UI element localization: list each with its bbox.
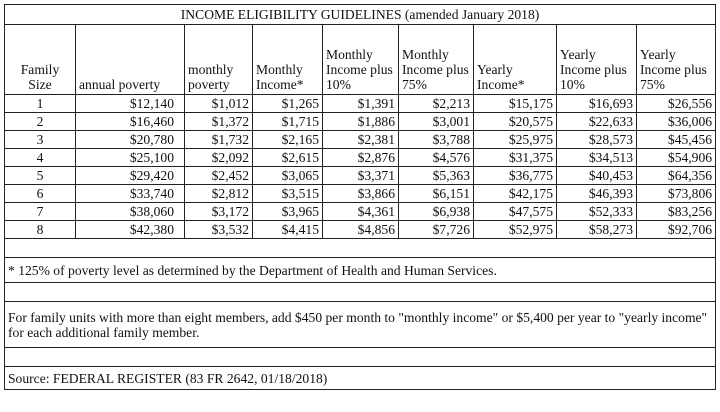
cell-family-size: 1 [5,95,76,113]
cell-yearly-income-plus-75: $45,456 [637,131,716,149]
source-row [5,367,716,390]
footnote-row [5,258,716,283]
cell-monthly-income-plus-10: $3,371 [323,167,399,185]
cell-family-size: 7 [5,203,76,221]
spacer-row [5,348,716,367]
cell-yearly-income-plus-10: $28,573 [557,131,637,149]
cell-monthly-poverty: $2,092 [185,149,253,167]
cell-monthly-income-plus-10: $4,856 [323,221,399,239]
cell-yearly-income: $25,975 [474,131,557,149]
cell-monthly-income-plus-75: $7,726 [399,221,474,239]
cell-yearly-income: $31,375 [474,149,557,167]
header-monthly-income-plus-75: Monthly Income plus 75% [399,25,474,95]
cell-monthly-income: $4,415 [253,221,323,239]
footnote: * 125% of poverty level as determined by the Department of Health and Human Services. [5,258,716,283]
additional-members-note: For family units with more than eight members, add $450 per month to "monthly income" or $5,400 per year to "yearly income" for each additional family member. [5,302,716,348]
cell-monthly-income-plus-10: $4,361 [323,203,399,221]
cell-yearly-income-plus-10: $52,333 [557,203,637,221]
cell-monthly-poverty: $2,452 [185,167,253,185]
cell-yearly-income-plus-75: $36,006 [637,113,716,131]
cell-yearly-income: $20,575 [474,113,557,131]
cell-monthly-poverty: $3,172 [185,203,253,221]
cell-annual-poverty: $12,140 [76,95,185,113]
cell-yearly-income-plus-75: $64,356 [637,167,716,185]
cell-family-size: 3 [5,131,76,149]
cell-yearly-income-plus-10: $34,513 [557,149,637,167]
cell-monthly-income-plus-10: $3,866 [323,185,399,203]
source-citation: Source: FEDERAL REGISTER (83 FR 2642, 01/18/2018) [5,367,716,390]
cell-family-size: 8 [5,221,76,239]
table-row [5,131,716,149]
cell-monthly-income-plus-75: $2,213 [399,95,474,113]
cell-annual-poverty: $25,100 [76,149,185,167]
cell-monthly-poverty: $3,532 [185,221,253,239]
cell-annual-poverty: $20,780 [76,131,185,149]
table-body [5,95,716,390]
cell-annual-poverty: $33,740 [76,185,185,203]
cell-monthly-income: $3,065 [253,167,323,185]
cell-monthly-income: $2,615 [253,149,323,167]
header-annual-poverty: annual poverty [76,25,185,95]
cell-monthly-income: $3,515 [253,185,323,203]
table-title: INCOME ELIGIBILITY GUIDELINES (amended January 2018) [5,5,716,25]
cell-yearly-income-plus-75: $73,806 [637,185,716,203]
table-row [5,185,716,203]
header-yearly-income-plus-10: Yearly Income plus 10% [557,25,637,95]
cell-monthly-income-plus-10: $2,876 [323,149,399,167]
guidelines-sheet [4,4,715,390]
spacer-row [5,283,716,302]
cell-yearly-income-plus-10: $58,273 [557,221,637,239]
table-row [5,167,716,185]
cell-family-size: 2 [5,113,76,131]
header-yearly-income-plus-75: Yearly Income plus 75% [637,25,716,95]
cell-monthly-poverty: $2,812 [185,185,253,203]
cell-monthly-income-plus-10: $2,381 [323,131,399,149]
cell-yearly-income: $47,575 [474,203,557,221]
cell-monthly-income-plus-75: $3,788 [399,131,474,149]
table-row [5,95,716,113]
cell-yearly-income: $42,175 [474,185,557,203]
income-eligibility-table [4,4,716,390]
cell-yearly-income: $15,175 [474,95,557,113]
cell-yearly-income: $52,975 [474,221,557,239]
cell-monthly-income-plus-10: $1,886 [323,113,399,131]
header-monthly-poverty: monthly poverty [185,25,253,95]
cell-monthly-income-plus-75: $6,151 [399,185,474,203]
cell-monthly-income-plus-75: $4,576 [399,149,474,167]
cell-monthly-income-plus-75: $3,001 [399,113,474,131]
table-row [5,203,716,221]
cell-yearly-income-plus-10: $16,693 [557,95,637,113]
cell-yearly-income-plus-75: $92,706 [637,221,716,239]
header-family-size: Family Size [5,25,76,95]
cell-monthly-income-plus-75: $6,938 [399,203,474,221]
header-monthly-income-plus-10: Monthly Income plus 10% [323,25,399,95]
spacer-cell [5,239,716,258]
header-row [5,25,716,95]
cell-yearly-income-plus-75: $26,556 [637,95,716,113]
cell-monthly-poverty: $1,372 [185,113,253,131]
cell-monthly-poverty: $1,012 [185,95,253,113]
table-row [5,113,716,131]
spacer-cell [5,283,716,302]
header-monthly-income: Monthly Income* [253,25,323,95]
cell-yearly-income-plus-10: $46,393 [557,185,637,203]
cell-annual-poverty: $38,060 [76,203,185,221]
cell-monthly-income: $1,715 [253,113,323,131]
cell-monthly-income-plus-75: $5,363 [399,167,474,185]
cell-yearly-income-plus-75: $83,256 [637,203,716,221]
table-row [5,221,716,239]
header-yearly-income: Yearly Income* [474,25,557,95]
cell-monthly-income: $2,165 [253,131,323,149]
cell-yearly-income-plus-10: $22,633 [557,113,637,131]
spacer-cell [5,348,716,367]
cell-annual-poverty: $42,380 [76,221,185,239]
cell-annual-poverty: $29,420 [76,167,185,185]
cell-yearly-income-plus-75: $54,906 [637,149,716,167]
cell-family-size: 6 [5,185,76,203]
cell-family-size: 4 [5,149,76,167]
spacer-row [5,239,716,258]
cell-monthly-income-plus-10: $1,391 [323,95,399,113]
cell-monthly-poverty: $1,732 [185,131,253,149]
cell-monthly-income: $1,265 [253,95,323,113]
table-row [5,149,716,167]
cell-yearly-income: $36,775 [474,167,557,185]
cell-yearly-income-plus-10: $40,453 [557,167,637,185]
cell-monthly-income: $3,965 [253,203,323,221]
cell-family-size: 5 [5,167,76,185]
cell-annual-poverty: $16,460 [76,113,185,131]
additional-members-row [5,302,716,348]
